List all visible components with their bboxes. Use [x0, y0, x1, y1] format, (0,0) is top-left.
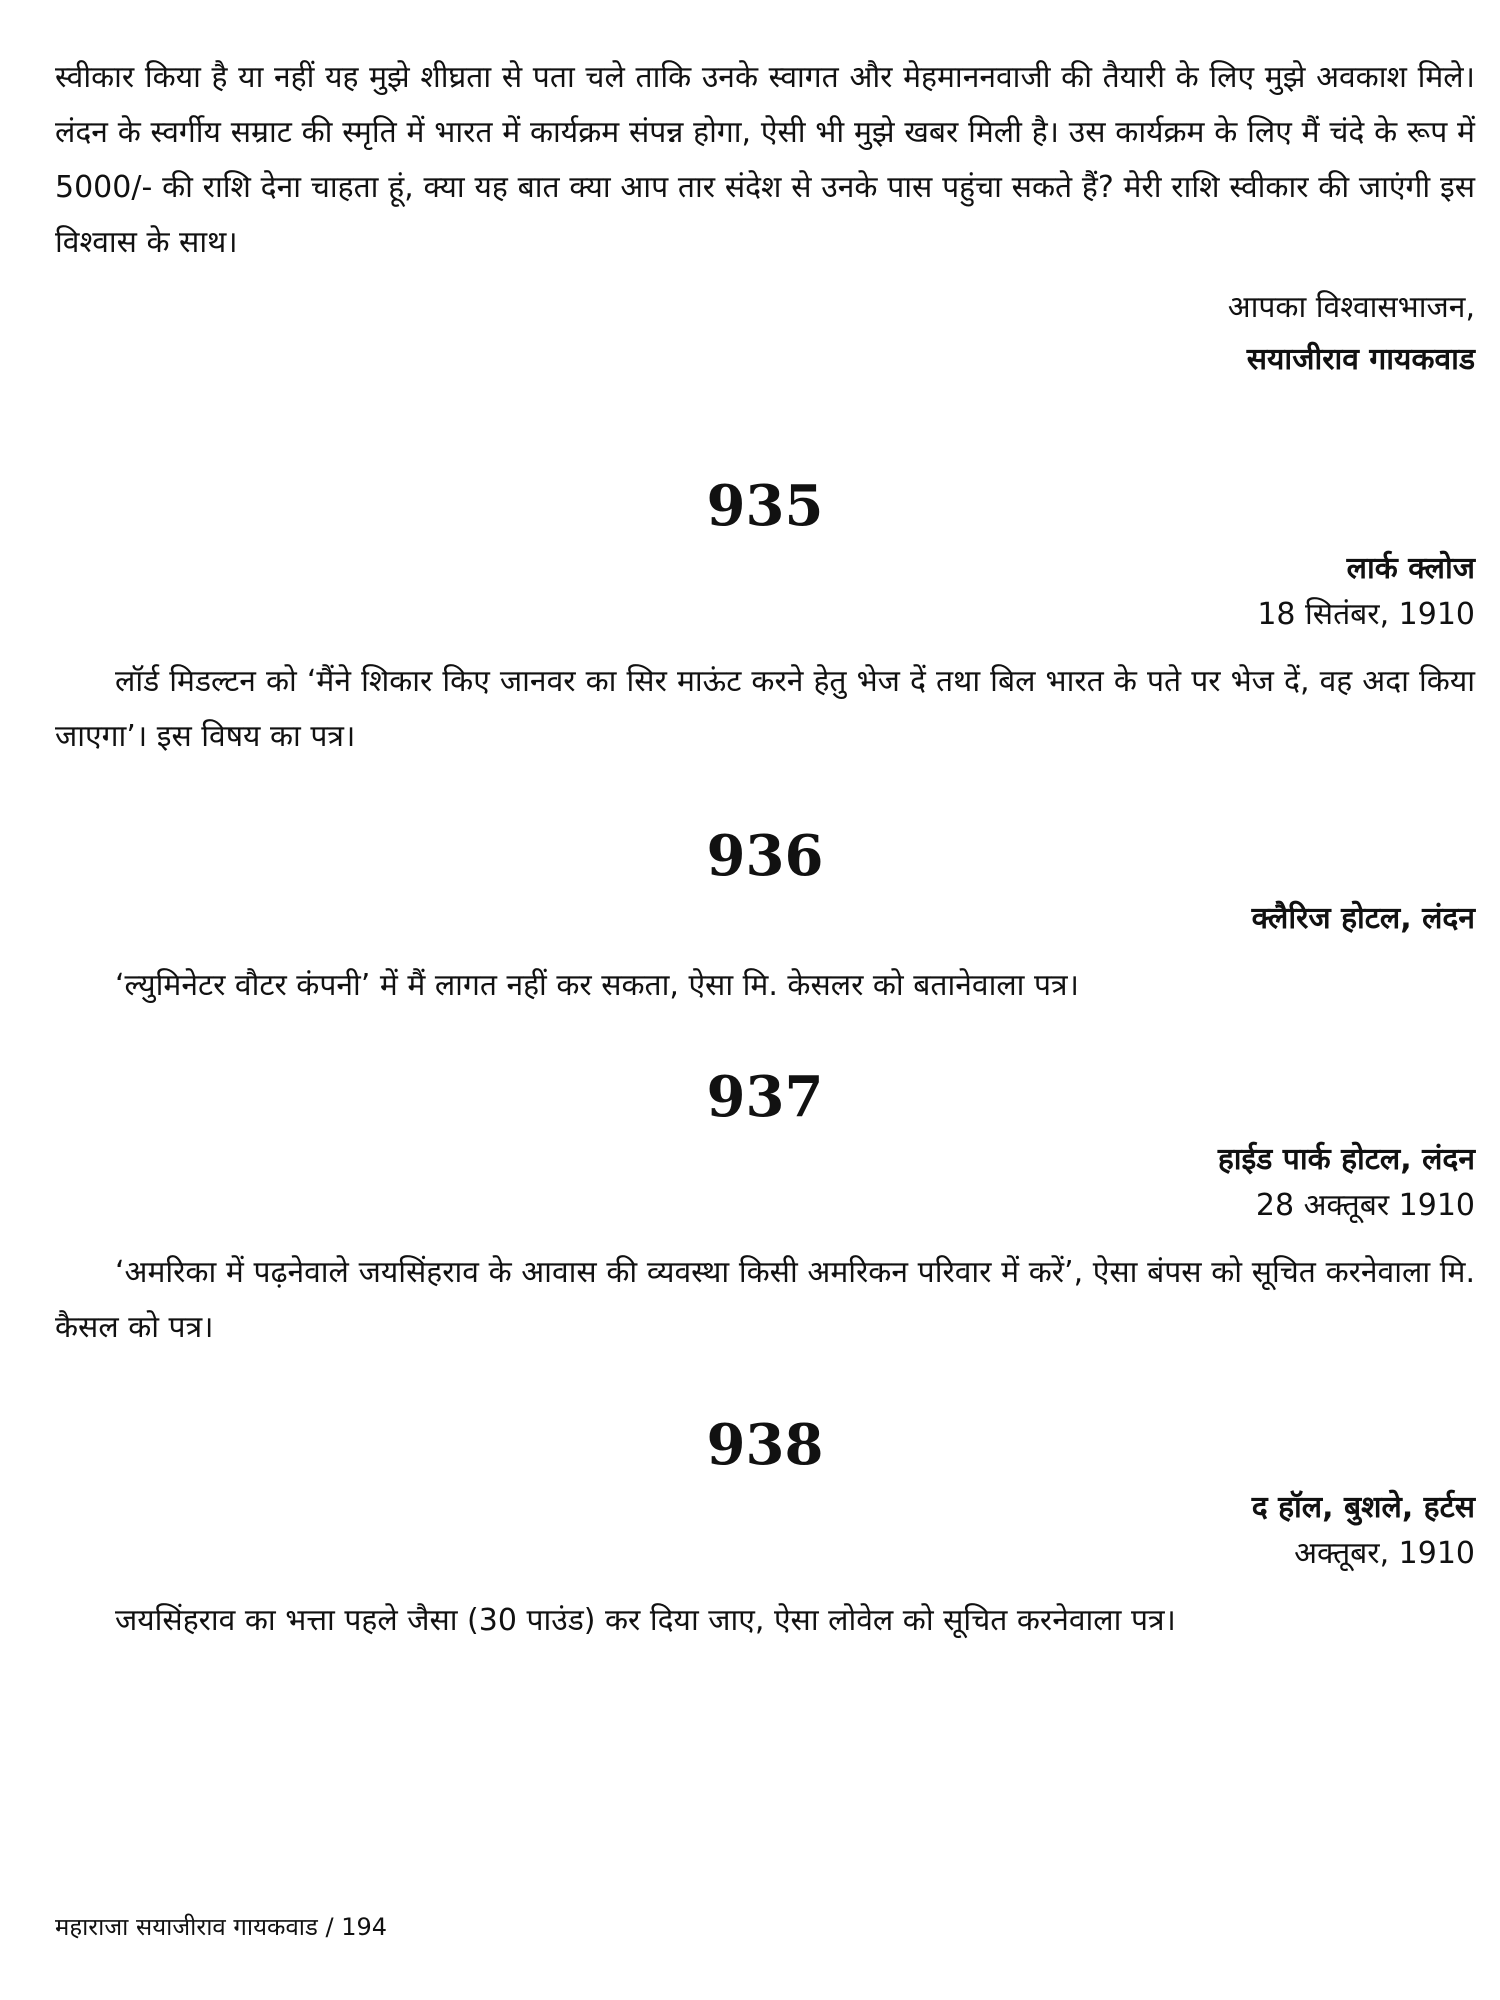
closing-salutation: आपका विश्वासभाजन, [1227, 290, 1475, 325]
letter-number: 938 [706, 1412, 824, 1478]
document-page [55, 50, 1475, 1648]
letter-place: क्लैरिज होटल, लंदन [1251, 901, 1475, 936]
letter-text: ‘ल्युमिनेटर वौटर कंपनी’ में मैं लागत नहीं कर सकता, ऐसा मि. केसलर को बतानेवाला पत्र। [115, 968, 1079, 1003]
letter-date: 28 अक्तूबर 1910 [1255, 1188, 1475, 1223]
letter-938 [55, 1413, 1475, 1648]
letter-936 [55, 824, 1475, 1013]
opening-paragraph: स्वीकार किया है या नहीं यह मुझे शीघ्रता से पता चले ताकि उनके स्वागत और मेहमाननवाजी की तैयारी के लिए मुझे अवकाश मिले। लंदन के स्वर्गीय सम्राट की स्मृति में भारत में कार्यक्रम संपन्न होगा, ऐसी भी मुझे खबर मिली है। उस कार्यक्रम के लिए मैं चंदे के रूप में 5000/- की राशि देना चाहता हूं, क्या यह बात क्या आप तार संदेश से उनके पास पहुंचा सकते हैं? मेरी राशि स्वीकार की जाएंगी इस विश्वास के साथ। [55, 60, 1475, 260]
letter-date: 18 सितंबर, 1910 [1257, 597, 1475, 632]
letter-text: जयसिंहराव का भत्ता पहले जैसा (30 पाउंड) कर दिया जाए, ऐसा लोवेल को सूचित करनेवाला पत्र। [115, 1603, 1176, 1638]
letter-text: ‘अमरिका में पढ़नेवाले जयसिंहराव के आवास की व्यवस्था किसी अमरिकन परिवार में करें’, ऐसा बंपस को सूचित करनेवाला मि. कैसल को पत्र। [55, 1255, 1475, 1345]
page-footer: महाराजा सयाजीराव गायकवाड / 194 [55, 1913, 388, 1941]
letter-935 [55, 474, 1475, 764]
letter-date: अक्तूबर, 1910 [1294, 1536, 1475, 1571]
letter-place: लार्क क्लोज [1346, 551, 1475, 586]
letter-number: 935 [706, 473, 824, 539]
letter-number: 936 [706, 823, 824, 889]
letter-number: 937 [706, 1064, 824, 1130]
letter-937 [55, 1065, 1475, 1355]
letter-place: द हॉल, बुशले, हर्टस [1251, 1490, 1475, 1525]
letter-text: लॉर्ड मिडल्टन को ‘मैंने शिकार किए जानवर का सिर माऊंट करने हेतु भेज दें तथा बिल भारत के पते पर भेज दें, वह अदा किया जाएगा’। इस विषय का पत्र। [55, 664, 1475, 754]
signature: सयाजीराव गायकवाड [1246, 342, 1475, 377]
letter-place: हाईड पार्क होटल, लंदन [1217, 1142, 1475, 1177]
